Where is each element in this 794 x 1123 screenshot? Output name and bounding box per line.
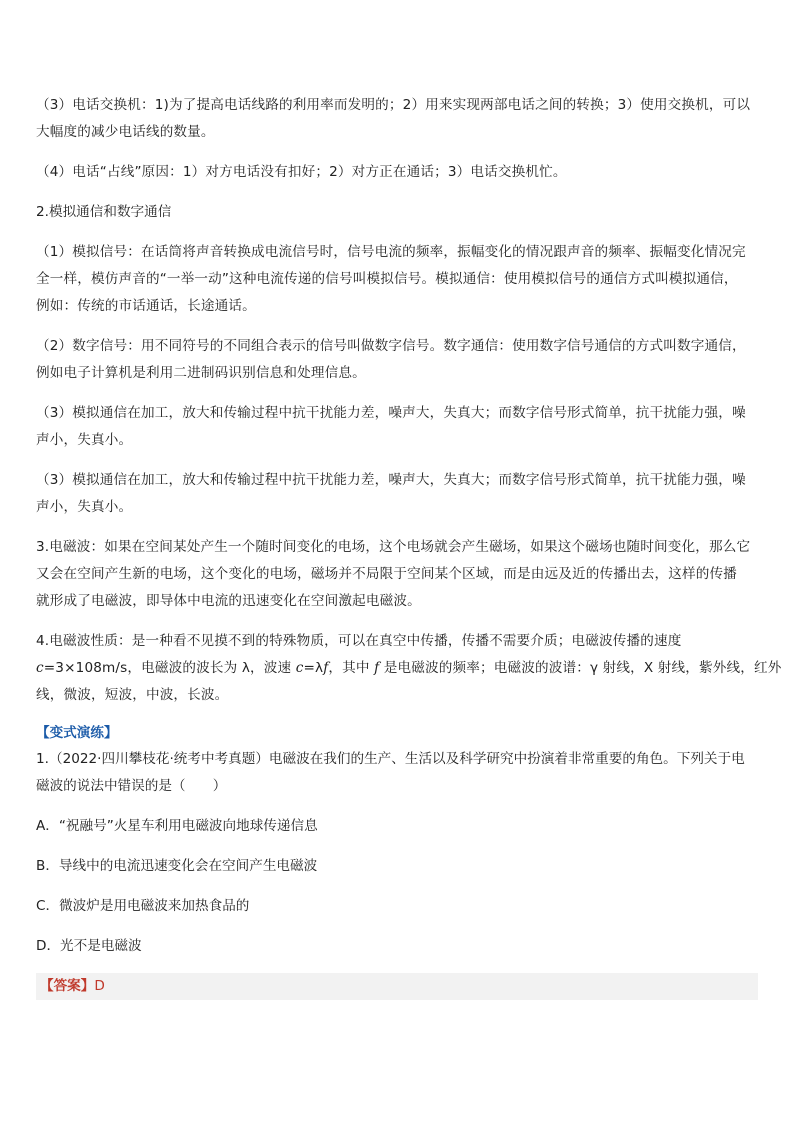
paragraph-comparison-duplicate [36, 467, 758, 521]
paragraph-comparison [36, 400, 758, 454]
paragraph-analog-signal [36, 239, 758, 320]
text-line: （1）模拟信号：在话筒将声音转换成电流信号时，信号电流的频率，振幅变化的情况跟声音的频率、振幅变化情况完 [36, 244, 746, 260]
answer-value: D [94, 978, 105, 994]
math-var: f [374, 660, 380, 676]
heading-analog-digital: 2.模拟通信和数字通信 [36, 204, 172, 220]
text-line: （3）模拟通信在加工，放大和传输过程中抗干扰能力差，噪声大，失真大；而数字信号形式简单，抗干扰能力强，噪 [36, 472, 746, 488]
text-line: 4.电磁波性质：是一种看不见摸不到的特殊物质，可以在真空中传播，传播不需要介质；电磁波传播的速度 [36, 633, 682, 649]
text-line: 3.电磁波：如果在空间某处产生一个随时间变化的电场，这个电场就会产生磁场，如果这个磁场也随时间变化，那么它 [36, 539, 751, 555]
question-1 [36, 746, 758, 800]
paragraph-busy-line [36, 159, 758, 186]
paragraph-electromagnetic-wave [36, 534, 758, 615]
option-a: A．“祝融号”火星车利用电磁波向地球传递信息 [36, 818, 318, 834]
text-line: 又会在空间产生新的电场，这个变化的电场，磁场并不局限于空间某个区域，而是由远及近的传播出去，这样的传播 [36, 566, 737, 582]
paragraph-wave-properties [36, 628, 782, 709]
text-line: 线，微波，短波，中波，长波。 [36, 687, 229, 703]
paragraph-digital-signal [36, 333, 758, 387]
math-var: f [323, 660, 329, 676]
text-line: （2）数字信号：用不同符号的不同组合表示的信号叫做数字信号。数字通信：使用数字信号通信的方式叫数字通信， [36, 338, 746, 354]
text-line-formula [36, 655, 782, 682]
text-line: 声小，失真小。 [36, 432, 133, 448]
answer-bar [36, 973, 758, 1000]
math-var: c [295, 660, 304, 676]
section-label-practice: 【变式演练】 [36, 725, 118, 741]
text-line: （3）模拟通信在加工，放大和传输过程中抗干扰能力差，噪声大，失真大；而数字信号形式简单，抗干扰能力强，噪 [36, 405, 746, 421]
text-line: 全一样，模仿声音的“一举一动”这种电流传递的信号叫模拟信号。模拟通信：使用模拟信号的通信方式叫模拟通信， [36, 271, 738, 287]
paragraph-telephone-exchange [36, 92, 758, 146]
text-line: 大幅度的减少电话线的数量。 [36, 124, 215, 140]
option-c: C．微波炉是用电磁波来加热食品的 [36, 898, 250, 914]
option-b: B．导线中的电流迅速变化会在空间产生电磁波 [36, 858, 318, 874]
question-text-line: 1.（2022·四川攀枝花·统考中考真题）电磁波在我们的生产、生活以及科学研究中扮演着非常重要的角色。下列关于电 [36, 751, 745, 767]
document-page [36, 92, 782, 1000]
text-line: 就形成了电磁波，即导体中电流的迅速变化在空间激起电磁波。 [36, 593, 421, 609]
text-line: （3）电话交换机：1)为了提高电话线路的利用率而发明的；2）用来实现两部电话之间的转换；3）使用交换机，可以 [36, 97, 751, 113]
text-fragment: ，其中 [328, 660, 375, 676]
text-fragment: 是电磁波的频率；电磁波的波谱：γ 射线，X 射线，紫外线，红外 [379, 660, 782, 676]
text-line: 例如电子计算机是利用二进制码识别信息和处理信息。 [36, 365, 366, 381]
text-line: 例如：传统的市话通话，长途通话。 [36, 298, 256, 314]
answer-label: 【答案】 [40, 978, 95, 994]
option-d: D．光不是电磁波 [36, 938, 142, 954]
math-var: c [36, 660, 44, 676]
text-fragment: =λ [303, 660, 324, 676]
question-text-line: 磁波的说法中错误的是（ ） [36, 778, 227, 794]
text-line: （4）电话“占线”原因：1）对方电话没有扣好；2）对方正在通话；3）电话交换机忙。 [36, 164, 567, 180]
text-fragment: =3×108m/s，电磁波的波长为 λ，波速 [43, 660, 296, 676]
text-line: 声小，失真小。 [36, 499, 133, 515]
